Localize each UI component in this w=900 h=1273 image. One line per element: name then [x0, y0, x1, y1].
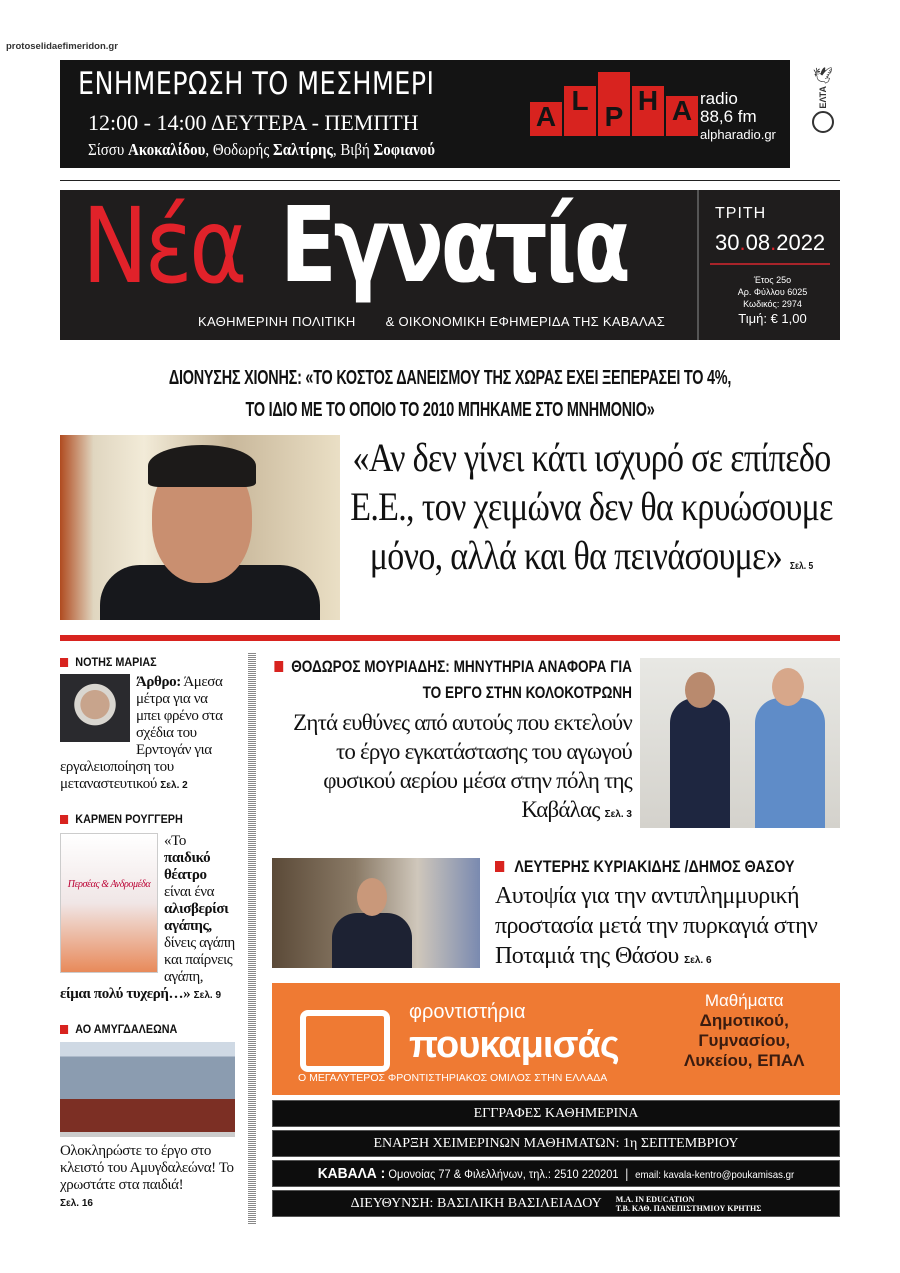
title-white: Εγνατία — [280, 184, 628, 306]
alpha-logo: A L P H A — [530, 72, 698, 136]
left-column — [60, 655, 235, 1209]
divider — [710, 263, 830, 265]
title-red: Νέα — [82, 185, 244, 307]
article-amygdaleona[interactable]: ΑΟ ΑΜΥΓΔΑΛΕΩΝΑ Ολοκληρώστε το έργο στο κλειστό του Αμυγδαλεώνα! Το χρωστάτε στα παιδιά! Σελ. 16 — [60, 1022, 234, 1209]
masthead-subtitle: ΚΑΘΗΜΕΡΙΝΗ ΠΟΛΙΤΙΚΗ & ΟΙΚΟΝΟΜΙΚΗ ΕΦΗΜΕΡΙΔΑ ΤΗΣ ΚΑΒΑΛΑΣ — [198, 314, 666, 329]
story1-text: Ζητά ευθύνες από αυτούς που εκτελούν το έργο εγκατάστασης του αγωγού φυσικού αερίου μέσα στην πόλη της Καβάλας Σελ. 3 — [293, 710, 632, 822]
theater-poster: Περσέας & Ανδρομέδα — [60, 833, 158, 973]
lead-headline: ΔΙΟΝΥΣΗΣ ΧΙΟΝΗΣ: «ΤΟ ΚΟΣΤΟΣ ΔΑΝΕΙΣΜΟΥ ΤΗΣ ΧΩΡΑΣ ΕΧΕΙ ΞΕΠΕΡΑΣΕΙ ΤΟ 4%, ΤΟ ΙΔΙΟ ΜΕ ΤΟ ΟΠΟΙΟ ΤΟ 2010 ΜΠΗΚΑΜΕ ΣΤΟ ΜΝΗΜΟΝΙΟ» — [168, 367, 732, 421]
article-rouggeri[interactable]: ΚΑΡΜΕΝ ΡΟΥΓΓΕΡΗ Περσέας & Ανδρομέδα «Το παιδικό θέατρο είναι ένα αλισβερίσι αγάπης, δίνεις αγάπη και παίρνεις αγάπη, είμαι πολύ τυχερή…» Σελ. 9 — [60, 812, 235, 1002]
radio-info: radio 88,6 fm alpharadio.gr — [700, 89, 776, 142]
banner-schedule: 12:00 - 14:00 ΔΕΥΤΕΡΑ - ΠΕΜΠΤΗ — [88, 110, 419, 135]
postal-logos: 🕊 ΕΛΤΑ — [806, 66, 840, 166]
bird-icon: 🕊 — [812, 68, 834, 85]
story2-photo — [272, 858, 480, 968]
story2-headline[interactable]: ΛΕΥΤΕΡΗΣ ΚΥΡΙΑΚΙΔΗΣ /ΔΗΜΟΣ ΘΑΣΟΥ — [495, 856, 794, 878]
issue-date: 30.08.2022 — [715, 230, 826, 255]
wink-logo-icon — [300, 1010, 390, 1072]
lead-quote: «Αν δεν γίνει κάτι ισχυρό σε επίπεδο Ε.Ε., τον χειμώνα δεν θα κρυώσουμε μόνο, αλλά και θα πεινάσουμε» Σελ. 5 — [350, 435, 833, 578]
ad-info-bars: ΕΓΓΡΑΦΕΣ ΚΑΘΗΜΕΡΙΝΑ ΕΝΑΡΞΗ ΧΕΙΜΕΡΙΝΩΝ ΜΑΘΗΜΑΤΩΝ: 1η ΣΕΠΤΕΜΒΡΙΟΥ ΚΑΒΑΛΑ : Ομονοίας 77 & Φιλελλήνων, τηλ.: 2510 220201 | email: kavala-kentro@poukamisas.gr ΔΙΕΥΘΥΝΣΗ: ΒΑΣΙΛΙΚΗ ΒΑΣΙΛΕΙΑΔΟΥ M.A. IN EDUCATION Τ.Β. ΚΑΘ. ΠΑΝΕΠΙΣΤΗΜΙΟΥ ΚΡΗΤΗΣ — [272, 1100, 840, 1220]
story2-text: Αυτοψία για την αντιπλημμυρική προστασία μετά την πυρκαγιά στην Ποταμιά της Θάσου Σελ. 6 — [495, 883, 818, 969]
divider — [60, 180, 840, 181]
watermark: protoselidaefimeridon.gr — [6, 41, 118, 52]
banner-hosts: Σίσσυ Ακοκαλίδου, Θοδωρής Σαλτίρης, Βιβή Σοφιανού — [88, 140, 436, 159]
divider — [697, 190, 699, 340]
article-marias[interactable]: ΝΟΤΗΣ ΜΑΡΙΑΣ Άρθρο: Άμεσα μέτρα για να μπει φρένο στα σχέδια του Ερντογάν για εργαλειοποίηση του μεταναστευτικού Σελ. 2 — [60, 655, 223, 792]
radio-banner-ad — [60, 60, 790, 168]
banner-title: ΕΝΗΜΕΡΩΣΗ ΤΟ ΜΕΣΗΜΕΡΙ — [78, 66, 435, 102]
masthead — [60, 184, 840, 340]
ad-lessons: Μαθήματα Δημοτικού, Γυμνασίου, Λυκείου, ΕΠΑΛ — [684, 991, 805, 1070]
lead-photo — [60, 435, 340, 620]
story1-headline[interactable]: ΘΟΔΩΡΟΣ ΜΟΥΡΙΑΔΗΣ: ΜΗΝΥΤΗΡΙΑ ΑΝΑΦΟΡΑ ΓΙΑ ΤΟ ΕΡΓΟ ΣΤΗΝ ΚΟΛΟΚΟΤΡΩΝΗ — [272, 654, 632, 706]
story1-photo — [640, 658, 840, 828]
issue-day: ΤΡΙΤΗ — [715, 205, 767, 222]
poukamisas-ad[interactable]: φροντιστήρια πουκαμισάς Ο ΜΕΓΑΛΥΤΕΡΟΣ ΦΡΟΝΤΙΣΤΗΡΙΑΚΟΣ ΟΜΙΛΟΣ ΣΤΗΝ ΕΛΛΑΔΑ Μαθήματα Δημοτικού, Γυμνασίου, Λυκείου, ΕΠΑΛ — [272, 983, 840, 1095]
issue-info: Έτος 25ο Αρ. Φύλλου 6025 Κωδικός: 2974 Τιμή: € 1,00 — [737, 275, 808, 326]
divider — [60, 635, 840, 641]
photo-marias — [60, 674, 130, 742]
seal-icon — [812, 111, 834, 133]
ad-brand: πουκαμισάς — [409, 1024, 619, 1066]
gym-photo — [60, 1042, 235, 1137]
column-divider — [248, 652, 256, 1224]
